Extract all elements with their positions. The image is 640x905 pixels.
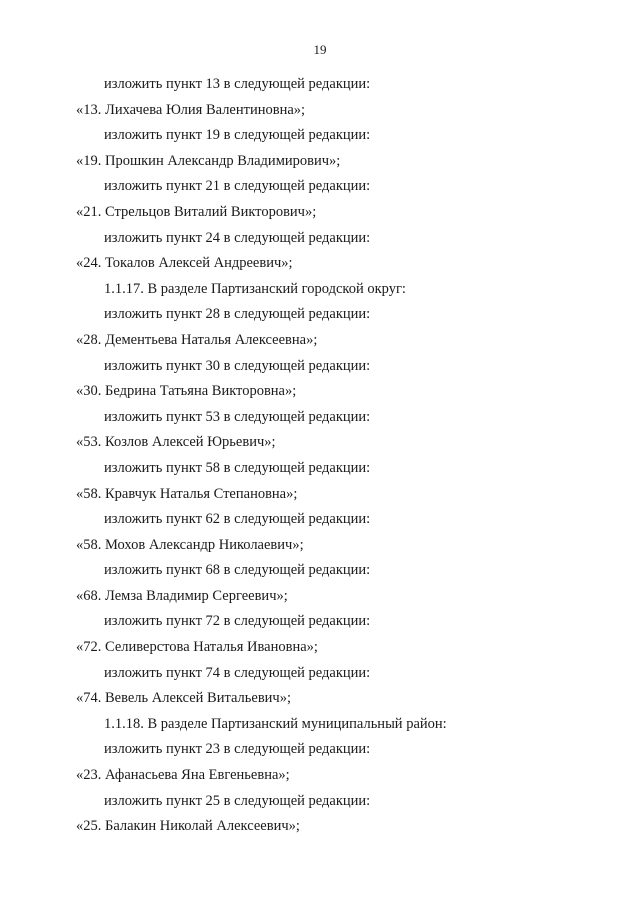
- amendment-instruction: изложить пункт 21 в следующей редакции:: [104, 178, 371, 195]
- amended-entry: «13. Лихачева Юлия Валентиновна»;: [76, 101, 306, 118]
- amendment-instruction: изложить пункт 13 в следующей редакции:: [104, 76, 371, 92]
- amended-entry: «19. Прошкин Александр Владимирович»;: [76, 152, 341, 169]
- amended-entry: «74. Вевель Алексей Витальевич»;: [76, 690, 292, 707]
- page-number: 19: [313, 42, 327, 57]
- amendment-instruction: изложить пункт 58 в следующей редакции:: [104, 459, 371, 476]
- section-heading: 1.1.18. В разделе Партизанский муниципальный район:: [104, 715, 447, 732]
- amendment-instruction: изложить пункт 19 в следующей редакции:: [104, 127, 371, 144]
- amended-entry: «25. Балакин Николай Алексеевич»;: [76, 818, 300, 835]
- amendment-instruction: изложить пункт 53 в следующей редакции:: [104, 408, 371, 425]
- amendment-instruction: изложить пункт 72 в следующей редакции:: [104, 613, 371, 630]
- amendment-instruction: изложить пункт 28 в следующей редакции:: [104, 306, 371, 323]
- amendment-instruction: изложить пункт 68 в следующей редакции:: [104, 562, 371, 579]
- amendment-instruction: изложить пункт 23 в следующей редакции:: [104, 741, 371, 758]
- amendment-instruction: изложить пункт 25 в следующей редакции:: [104, 792, 371, 809]
- amended-entry: «21. Стрельцов Виталий Викторович»;: [76, 203, 317, 220]
- amendment-instruction: изложить пункт 62 в следующей редакции:: [104, 511, 371, 528]
- section-heading: 1.1.17. В разделе Партизанский городской округ:: [104, 280, 406, 297]
- amended-entry: «58. Мохов Александр Николаевич»;: [76, 536, 304, 553]
- amendment-instruction: изложить пункт 74 в следующей редакции:: [104, 664, 371, 681]
- amended-entry: «30. Бедрина Татьяна Викторовна»;: [76, 383, 297, 400]
- amended-entry: «28. Дементьева Наталья Алексеевна»;: [76, 331, 318, 348]
- amended-entry: «72. Селиверстова Наталья Ивановна»;: [76, 639, 318, 656]
- amended-entry: «68. Лемза Владимир Сергеевич»;: [76, 587, 288, 604]
- amendment-instruction: изложить пункт 30 в следующей редакции:: [104, 357, 371, 374]
- amended-entry: «53. Козлов Алексей Юрьевич»;: [76, 434, 276, 451]
- amended-entry: «23. Афанасьева Яна Евгеньевна»;: [76, 767, 290, 784]
- amendment-instruction: изложить пункт 24 в следующей редакции:: [104, 229, 371, 246]
- document-body: [0, 74, 640, 842]
- amended-entry: «24. Токалов Алексей Андреевич»;: [76, 255, 293, 272]
- amended-entry: «58. Кравчук Наталья Степановна»;: [76, 485, 298, 502]
